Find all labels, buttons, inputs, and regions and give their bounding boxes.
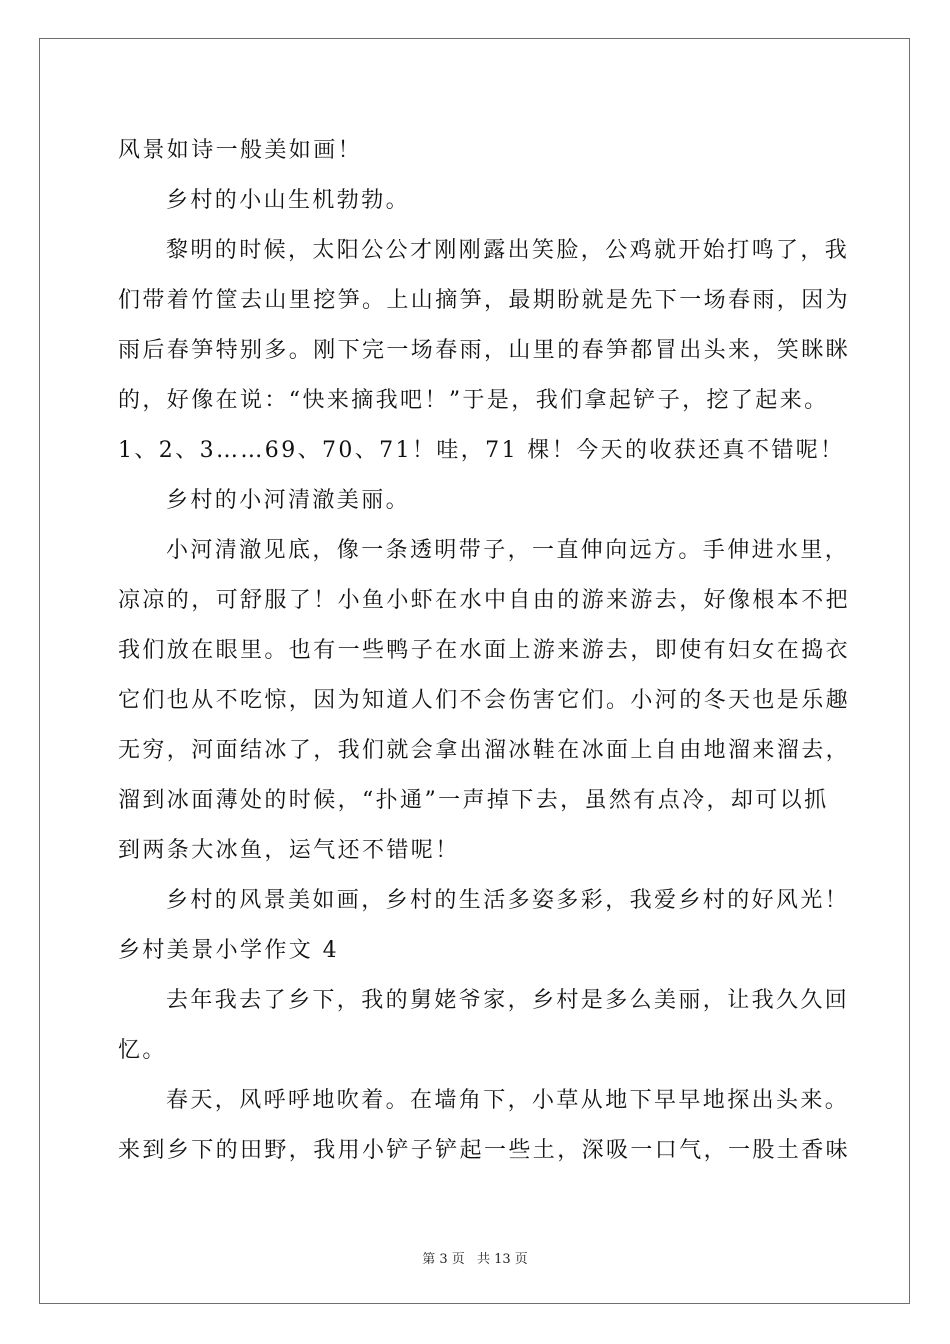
text-line: 们带着竹筐去山里挖笋。上山摘笋，最期盼就是先下一场春雨，因为 xyxy=(118,288,851,313)
text-line: 雨后春笋特别多。刚下完一场春雨，山里的春笋都冒出头来，笑眯眯 xyxy=(118,338,851,363)
text-line: 的，好像在说：“快来摘我吧！”于是，我们拿起铲子，挖了起来。 xyxy=(118,388,829,413)
text-line: 黎明的时候，太阳公公才刚刚露出笑脸，公鸡就开始打鸣了，我 xyxy=(166,238,850,263)
text-line: 溜到冰面薄处的时候，“扑通”一声掉下去，虽然有点冷，却可以抓 xyxy=(118,788,829,813)
page-footer xyxy=(0,1248,950,1267)
text-line: 我们放在眼里。也有一些鸭子在水面上游来游去，即使有妇女在捣衣 xyxy=(118,638,851,663)
document-body xyxy=(118,126,851,1176)
page-number: 第 3 页 xyxy=(422,1252,465,1267)
text-line: 到两条大冰鱼，运气还不错呢！ xyxy=(118,838,460,863)
text-line: 忆。 xyxy=(118,1038,167,1063)
text-line: 春天，风呼呼地吹着。在墙角下，小草从地下早早地探出头来。 xyxy=(166,1088,850,1113)
text-line: 乡村的风景美如画，乡村的生活多姿多彩，我爱乡村的好风光！ xyxy=(166,888,850,913)
text-line: 来到乡下的田野，我用小铲子铲起一些土，深吸一口气，一股土香味 xyxy=(118,1138,851,1163)
text-line: 1、2、3……69、70、71！哇，71 棵！今天的收获还真不错呢！ xyxy=(118,438,845,463)
text-line: 去年我去了乡下，我的舅姥爷家，乡村是多么美丽，让我久久回 xyxy=(166,988,850,1013)
text-line: 凉凉的，可舒服了！小鱼小虾在水中自由的游来游去，好像根本不把 xyxy=(118,588,851,613)
text-line: 它们也从不吃惊，因为知道人们不会伤害它们。小河的冬天也是乐趣 xyxy=(118,688,851,713)
text-line: 风景如诗一般美如画！ xyxy=(118,138,363,163)
text-line: 乡村的小山生机勃勃。 xyxy=(166,188,411,213)
text-line: 小河清澈见底，像一条透明带子，一直伸向远方。手伸进水里， xyxy=(166,538,850,563)
text-line: 乡村美景小学作文 4 xyxy=(118,938,339,963)
page-total: 共 13 页 xyxy=(476,1252,528,1267)
text-line: 无穷，河面结冰了，我们就会拿出溜冰鞋在冰面上自由地溜来溜去， xyxy=(118,738,851,763)
text-line: 乡村的小河清澈美丽。 xyxy=(166,488,411,513)
